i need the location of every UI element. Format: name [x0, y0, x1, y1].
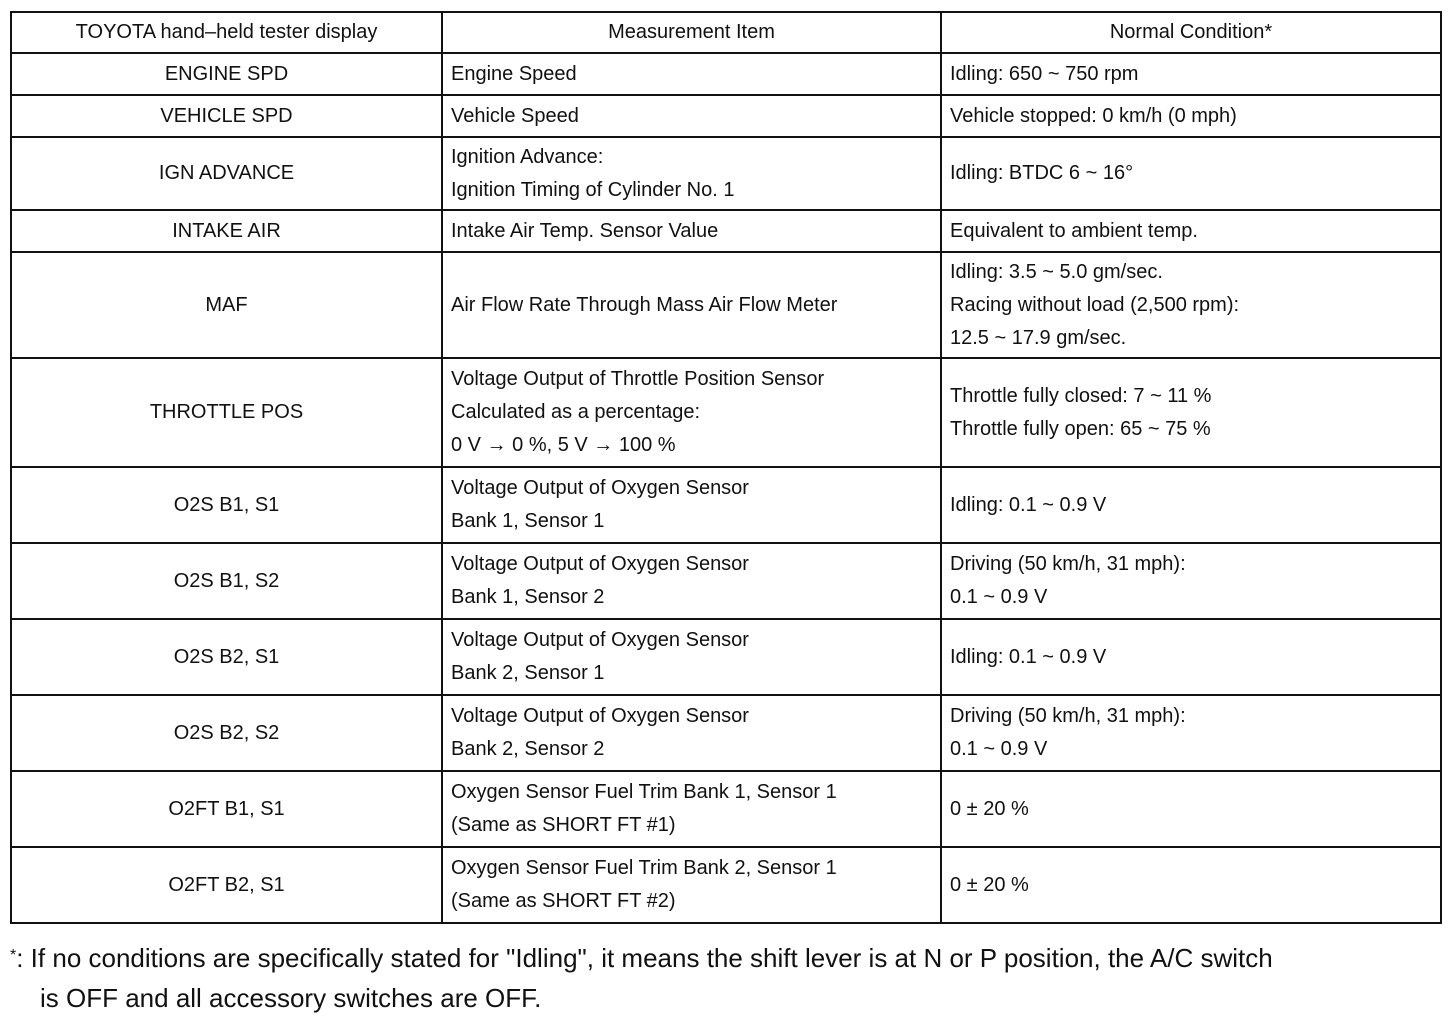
measurement-item-cell	[442, 695, 941, 771]
table-row	[11, 95, 1441, 137]
measurement-item-cell	[442, 210, 941, 252]
footnote-line-2: is OFF and all accessory switches are OFF.	[40, 983, 542, 1013]
normal-condition-line: Idling: 0.1 ~ 0.9 V	[950, 645, 1107, 668]
normal-condition-line: Vehicle stopped: 0 km/h (0 mph)	[950, 104, 1237, 127]
table-row	[11, 53, 1441, 95]
measurement-item-cell	[442, 358, 941, 467]
normal-condition-cell	[941, 695, 1441, 771]
footnote-line-1	[10, 938, 1446, 978]
tester-display-cell: O2FT B1, S1	[11, 771, 442, 847]
normal-condition-cell	[941, 210, 1441, 252]
specification-sheet	[10, 11, 1440, 924]
normal-condition-line: Equivalent to ambient temp.	[950, 219, 1198, 242]
table-row	[11, 358, 1441, 467]
normal-condition-cell	[941, 543, 1441, 619]
normal-condition-cell	[941, 252, 1441, 358]
normal-condition-line: 0.1 ~ 0.9 V	[950, 738, 1048, 760]
measurement-item-cell	[442, 95, 941, 137]
measurement-item-line: Voltage Output of Oxygen Sensor	[451, 629, 749, 651]
header-measurement-item: Measurement Item	[442, 12, 941, 53]
measurement-item-line: Air Flow Rate Through Mass Air Flow Meter	[451, 293, 838, 316]
normal-condition-cell	[941, 771, 1441, 847]
normal-condition-cell	[941, 847, 1441, 923]
measurement-item-line: Oxygen Sensor Fuel Trim Bank 1, Sensor 1	[451, 781, 837, 803]
normal-condition-line: 0 ± 20 %	[950, 873, 1029, 896]
measurement-item-cell	[442, 137, 941, 210]
measurement-item-line: Voltage Output of Oxygen Sensor	[451, 477, 749, 499]
table-body	[11, 53, 1441, 923]
table-row	[11, 467, 1441, 543]
measurement-item-line: Voltage Output of Oxygen Sensor	[451, 553, 749, 575]
measurement-item-cell	[442, 543, 941, 619]
measurement-item-line: Bank 1, Sensor 1	[451, 510, 605, 532]
measurement-item-line: Vehicle Speed	[451, 104, 579, 127]
normal-condition-cell	[941, 467, 1441, 543]
measurement-item-line: Bank 2, Sensor 1	[451, 662, 605, 684]
normal-condition-cell	[941, 95, 1441, 137]
table-row	[11, 619, 1441, 695]
normal-condition-cell	[941, 358, 1441, 467]
header-tester-display: TOYOTA hand–held tester display	[11, 12, 442, 53]
footnote	[10, 938, 1446, 1018]
normal-condition-line: Idling: BTDC 6 ~ 16°	[950, 162, 1134, 184]
normal-condition-cell	[941, 137, 1441, 210]
measurement-item-line: 0 V → 0 %, 5 V → 100 %	[451, 434, 676, 456]
tester-display-cell: O2S B1, S1	[11, 467, 442, 543]
tester-display-cell: INTAKE AIR	[11, 210, 442, 252]
normal-condition-cell	[941, 53, 1441, 95]
table-row	[11, 543, 1441, 619]
table-row	[11, 847, 1441, 923]
table-row	[11, 252, 1441, 358]
normal-condition-line: Throttle fully closed: 7 ~ 11 %	[950, 384, 1212, 407]
measurement-item-line: Intake Air Temp. Sensor Value	[451, 219, 719, 242]
tester-display-cell: IGN ADVANCE	[11, 137, 442, 210]
measurement-item-line: (Same as SHORT FT #2)	[451, 890, 676, 912]
normal-condition-line: 12.5 ~ 17.9 gm/sec.	[950, 326, 1127, 349]
normal-condition-line: Idling: 0.1 ~ 0.9 V	[950, 493, 1107, 516]
data-list-table	[10, 11, 1442, 924]
measurement-item-cell	[442, 771, 941, 847]
measurement-item-cell	[442, 53, 941, 95]
measurement-item-cell	[442, 619, 941, 695]
tester-display-cell: ENGINE SPD	[11, 53, 442, 95]
normal-condition-line: Driving (50 km/h, 31 mph):	[950, 553, 1186, 575]
header-normal-condition: Normal Condition*	[941, 12, 1441, 53]
measurement-item-line: Calculated as a percentage:	[451, 401, 701, 423]
measurement-item-cell	[442, 467, 941, 543]
table-row	[11, 210, 1441, 252]
normal-condition-line: Throttle fully open: 65 ~ 75 %	[950, 417, 1211, 440]
measurement-item-line: Engine Speed	[451, 62, 577, 85]
footnote-text-1: : If no conditions are specifically stated for "Idling", it means the shift lever is at N or P position, the A/C switch	[16, 943, 1273, 973]
tester-display-cell: O2S B2, S1	[11, 619, 442, 695]
footnote-marker: *	[10, 947, 17, 964]
tester-display-cell: MAF	[11, 252, 442, 358]
measurement-item-line: Voltage Output of Throttle Position Sensor	[451, 368, 825, 390]
normal-condition-line: Idling: 650 ~ 750 rpm	[950, 62, 1139, 85]
measurement-item-cell	[442, 252, 941, 358]
measurement-item-cell	[442, 847, 941, 923]
normal-condition-line: Racing without load (2,500 rpm):	[950, 293, 1240, 316]
table-row	[11, 771, 1441, 847]
normal-condition-line: Idling: 3.5 ~ 5.0 gm/sec.	[950, 260, 1163, 283]
tester-display-cell: THROTTLE POS	[11, 358, 442, 467]
normal-condition-cell	[941, 619, 1441, 695]
table-header-row	[11, 12, 1441, 53]
normal-condition-line: 0.1 ~ 0.9 V	[950, 586, 1048, 608]
tester-display-cell: O2S B1, S2	[11, 543, 442, 619]
measurement-item-line: Voltage Output of Oxygen Sensor	[451, 705, 749, 727]
tester-display-cell: O2S B2, S2	[11, 695, 442, 771]
normal-condition-line: Driving (50 km/h, 31 mph):	[950, 705, 1186, 727]
measurement-item-line: Oxygen Sensor Fuel Trim Bank 2, Sensor 1	[451, 857, 837, 879]
table-row	[11, 695, 1441, 771]
table-row	[11, 137, 1441, 210]
measurement-item-line: Bank 2, Sensor 2	[451, 738, 605, 760]
tester-display-cell: VEHICLE SPD	[11, 95, 442, 137]
measurement-item-line: (Same as SHORT FT #1)	[451, 814, 676, 836]
measurement-item-line: Bank 1, Sensor 2	[451, 586, 605, 608]
measurement-item-line: Ignition Advance:	[451, 145, 604, 168]
normal-condition-line: 0 ± 20 %	[950, 797, 1029, 820]
measurement-item-line: Ignition Timing of Cylinder No. 1	[451, 178, 735, 201]
tester-display-cell: O2FT B2, S1	[11, 847, 442, 923]
